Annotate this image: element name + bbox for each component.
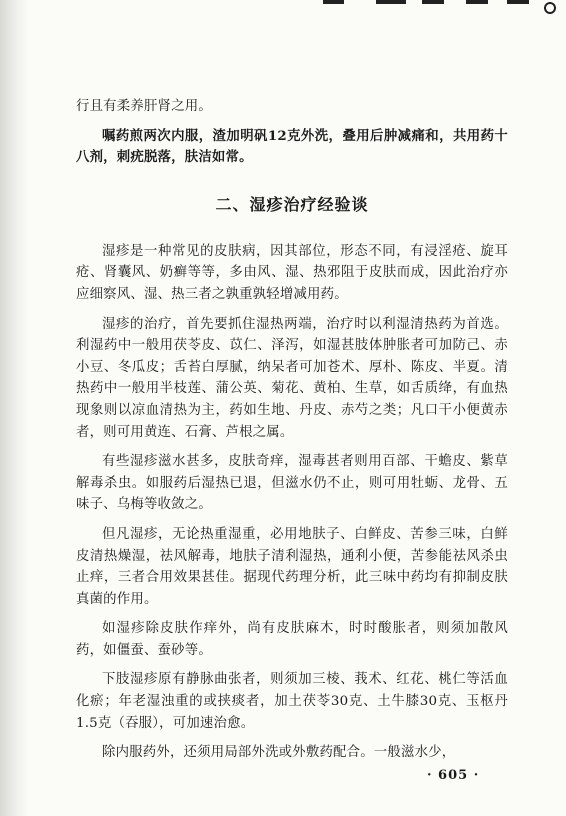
paragraph-6: 下肢湿疹原有静脉曲张者，则须加三棱、莪术、红花、桃仁等活血化瘀；年老湿浊重的或挟痰者，加土茯苓30克、土牛膝30克、玉枢丹1.5克（吞服），可加速治愈。 xyxy=(76,672,508,731)
header-rule-mark xyxy=(323,0,344,4)
paragraph-7: 除内服药外，还须用局部外洗或外敷药配合。一般滋水少， xyxy=(102,745,456,761)
intro-line: 行且有柔养肝肾之用。 xyxy=(76,99,212,114)
paragraph-5: 如湿疹除皮肤作痒外，尚有皮肤麻木，时时酸胀者，则须加散风药，如僵蚕、蚕砂等。 xyxy=(76,621,508,658)
section-title: 二、湿疹治疗经验谈 xyxy=(215,194,369,214)
page-body xyxy=(76,96,508,764)
header-rule-mark xyxy=(507,0,529,4)
paragraph-3: 有些湿疹滋水甚多，皮肤奇痒，湿毒甚者则用百部、干蟾皮、紫草解毒杀虫。如服药后湿热已退，但滋水仍不止，则可用牡蛎、龙骨、五味子、乌梅等收敛之。 xyxy=(76,454,508,513)
header-rule-mark xyxy=(376,0,406,4)
page-number: · 605 · xyxy=(427,768,480,783)
paragraph-2: 湿疹的治疗，首先要抓住湿热两端，治疗时以利湿清热药为首选。利湿药中一般用茯苓皮、苡仁、泽泻，如湿甚肢体肿胀者可加防己、赤小豆、冬瓜皮；舌苔白厚腻，纳呆者可加苍术、厚朴、陈皮、半夏。清热药中一般用半枝莲、蒲公英、菊花、黄柏、生草，如舌质绛，有血热现象则以凉血清热为主，药如生地、丹皮、赤芍之类；凡口干小便黄赤者，则可用黄连、石膏、芦根之属。 xyxy=(76,316,508,440)
case-followup-paragraph: 嘱药煎两次内服，渣加明矾12克外洗，叠用后肿减痛和，共用药十八剂，刺疣脱落，肤洁如常。 xyxy=(76,127,508,166)
header-rule-mark xyxy=(466,0,488,4)
corner-ring-icon xyxy=(544,2,556,14)
paragraph-4: 但凡湿疹，无论热重湿重，必用地肤子、白鲜皮、苦参三味，白鲜皮清热燥湿，祛风解毒，地肤子清利湿热，通利小便，苦参能祛风杀虫止痒，三者合用效果甚佳。据现代药理分析，此三味中药均有抑制皮肤真菌的作用。 xyxy=(76,526,508,607)
scan-shadow xyxy=(0,0,28,816)
header-rule-mark xyxy=(422,0,444,4)
paragraph-1: 湿疹是一种常见的皮肤病，因其部位，形态不同，有浸淫疮、旋耳疮、肾囊风、奶癣等等，多由风、湿、热邪阻于皮肤而成，因此治疗亦应细察风、湿、热三者之孰重孰轻增减用药。 xyxy=(76,243,508,302)
